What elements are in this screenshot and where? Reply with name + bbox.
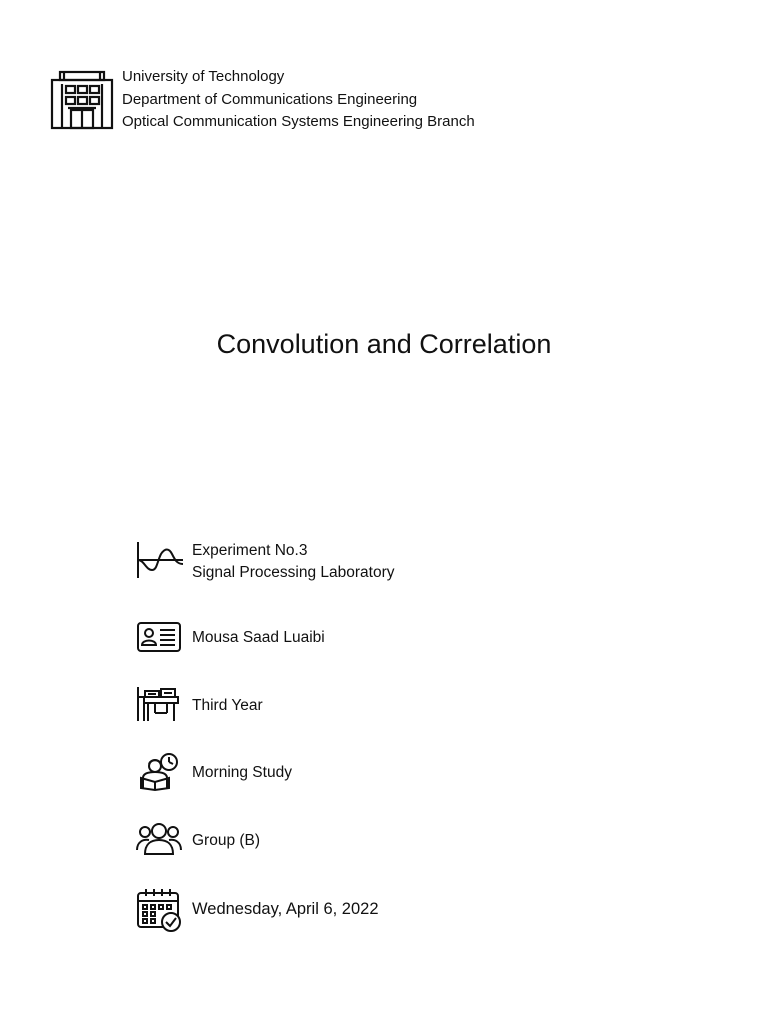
student-name: Mousa Saad Luaibi — [192, 629, 325, 646]
university-name: University of Technology — [122, 68, 285, 85]
experiment-row — [135, 540, 555, 586]
laboratory-name: Signal Processing Laboratory — [192, 564, 395, 581]
study-row — [135, 750, 555, 796]
building-icon — [50, 70, 114, 130]
document-title: Convolution and Correlation — [216, 329, 552, 359]
experiment-number: Experiment No.3 — [192, 542, 308, 559]
group-people-icon — [135, 818, 183, 864]
institution-header — [50, 66, 570, 132]
id-card-icon — [135, 615, 183, 661]
student-clock-icon — [135, 750, 183, 796]
academic-year: Third Year — [192, 697, 263, 714]
calendar-check-icon — [135, 887, 183, 933]
group-label: Group (B) — [192, 832, 261, 849]
report-date: Wednesday, April 6, 2022 — [192, 900, 379, 918]
date-row — [135, 887, 555, 933]
student-row — [135, 615, 555, 661]
year-row — [135, 683, 555, 729]
study-type: Morning Study — [192, 764, 292, 781]
department-name: Department of Communications Engineering — [122, 90, 418, 108]
classroom-desk-icon — [135, 683, 183, 729]
branch-name: Optical Communication Systems Engineering Branch — [122, 113, 475, 130]
group-row — [135, 818, 555, 864]
signal-wave-icon — [135, 540, 183, 586]
